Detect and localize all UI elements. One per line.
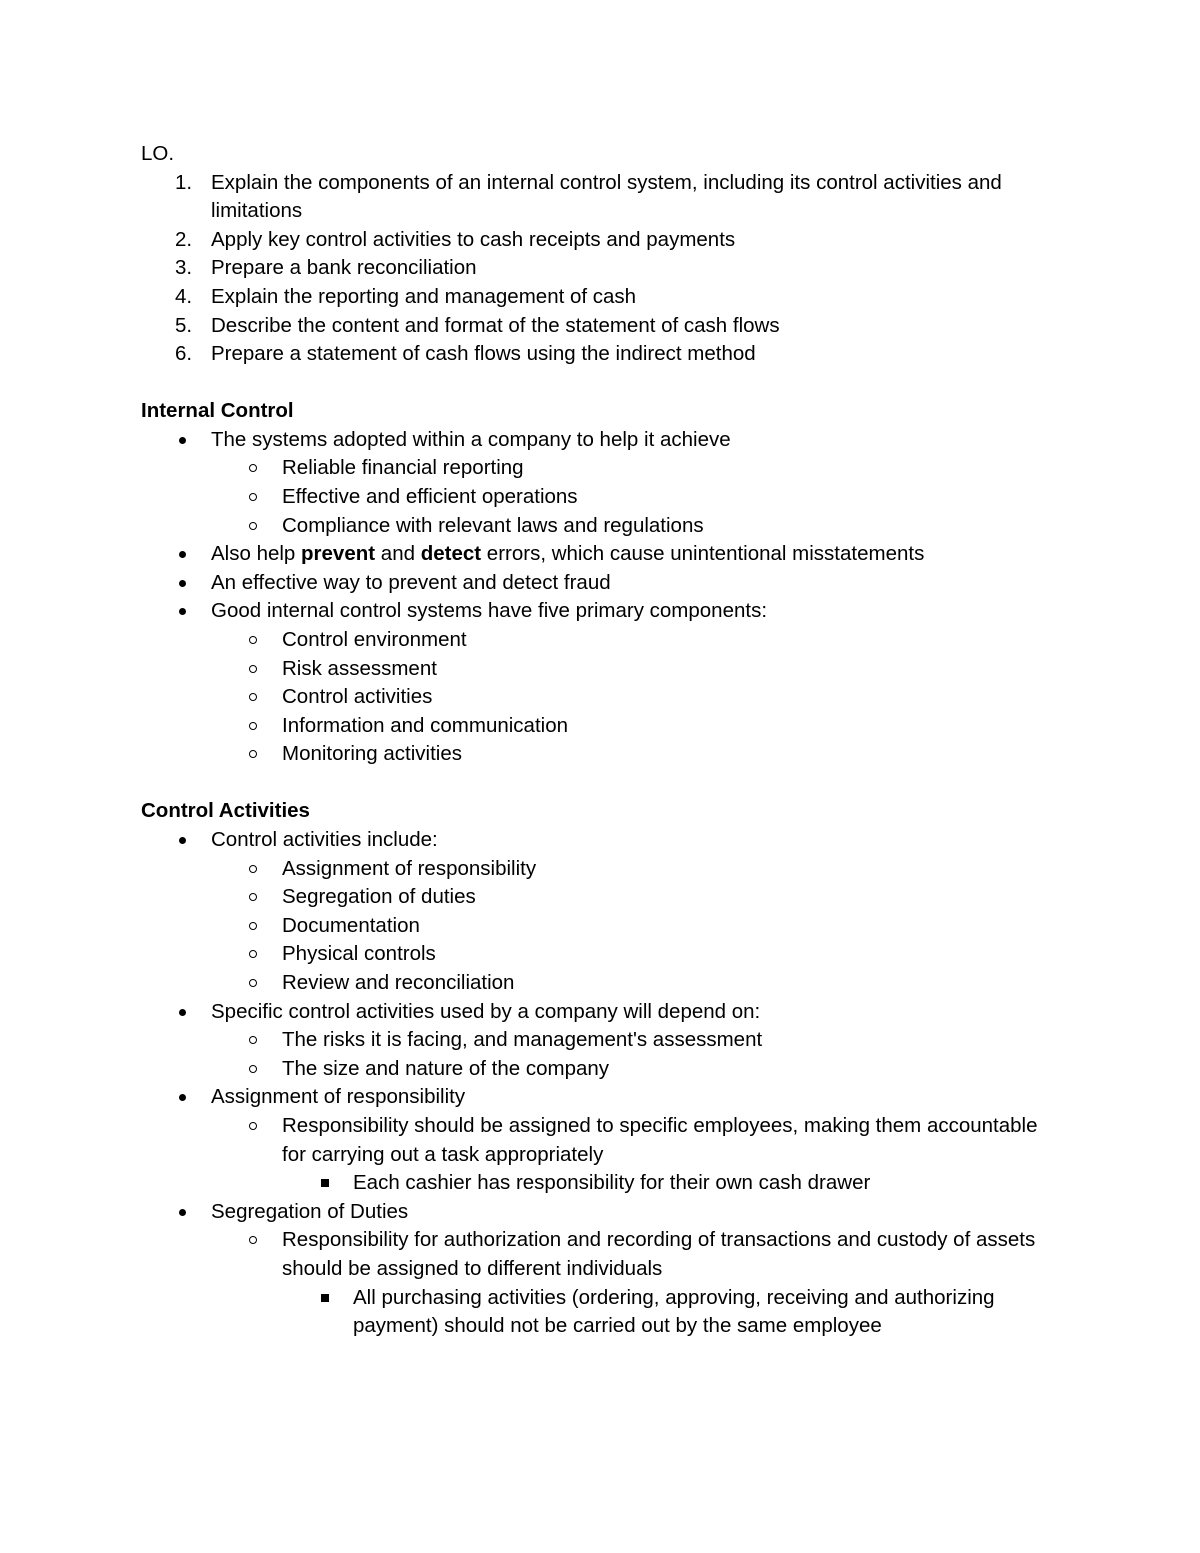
sub-sub-list-item (282, 1169, 1061, 1198)
bold-term-prevent: prevent (301, 542, 376, 566)
lo-text: Prepare a bank reconciliation (211, 256, 477, 280)
sub-list-item (211, 740, 1061, 769)
circle-bullet-icon (249, 636, 257, 644)
circle-bullet-icon (249, 464, 257, 472)
circle-bullet-icon (249, 693, 257, 701)
sub-list-item (211, 969, 1061, 998)
circle-bullet-icon (249, 665, 257, 673)
lo-number: 6. (175, 342, 193, 366)
sub-list-item (211, 940, 1061, 969)
sub-item-text: Documentation (282, 913, 420, 937)
lo-text: Describe the content and format of the statement of cash flows (211, 313, 780, 337)
list-item-text: Control activities include: (211, 828, 438, 852)
disc-bullet-icon (179, 1094, 186, 1101)
sub-item-text: Risk assessment (282, 656, 437, 680)
sub-sub-list-item (282, 1284, 1061, 1341)
circle-bullet-icon (249, 1036, 257, 1044)
lo-item (141, 283, 1061, 312)
circle-bullet-icon (249, 493, 257, 501)
circle-bullet-icon (249, 1065, 257, 1073)
circle-bullet-icon (249, 522, 257, 530)
sub-list-item (211, 683, 1061, 712)
internal-control-list (141, 426, 1061, 769)
circle-bullet-icon (249, 1122, 257, 1130)
lo-item (141, 312, 1061, 341)
sub-list-item (211, 454, 1061, 483)
sub-item-text: Responsibility should be assigned to specific employees, making them accountable for carrying out a task appropriately (282, 1114, 1038, 1166)
sub-sub-item-text: All purchasing activities (ordering, approving, receiving and authorizing payment) should not be carried out by the same employee (353, 1285, 995, 1338)
sub-item-text: The risks it is facing, and management's assessment (282, 1028, 763, 1052)
lo-number: 2. (175, 227, 193, 251)
circle-bullet-icon (249, 922, 257, 930)
lo-text: Explain the reporting and management of cash (211, 284, 637, 308)
lo-item (141, 254, 1061, 283)
sub-item-text: Effective and efficient operations (282, 485, 578, 509)
learning-objectives-list (141, 169, 1061, 369)
sub-list-item (211, 883, 1061, 912)
sub-item-text: The size and nature of the company (282, 1056, 610, 1080)
list-item (141, 569, 1061, 598)
sub-list (211, 1112, 1061, 1198)
disc-bullet-icon (179, 1009, 186, 1016)
circle-bullet-icon (249, 750, 257, 758)
lo-text: Prepare a statement of cash flows using the indirect method (211, 342, 756, 366)
spacer (141, 769, 1061, 798)
list-item-text: Segregation of Duties (211, 1199, 409, 1223)
lo-text: Explain the components of an internal control system, including its control activities and limitations (211, 170, 1002, 223)
text-segment: errors, which cause unintentional misstatements (481, 542, 925, 566)
list-item (141, 597, 1061, 769)
sub-list-item (211, 626, 1061, 655)
sub-item-text: Review and reconciliation (282, 971, 515, 995)
list-item (141, 998, 1061, 1084)
list-item-text: Specific control activities used by a company will depend on: (211, 999, 761, 1023)
sub-list-item (211, 1055, 1061, 1084)
circle-bullet-icon (249, 950, 257, 958)
sub-item-text: Information and communication (282, 713, 569, 737)
text-segment: and (375, 542, 421, 566)
list-item (141, 426, 1061, 540)
disc-bullet-icon (179, 837, 186, 844)
list-item-text: Good internal control systems have five primary components: (211, 599, 768, 623)
square-bullet-icon (321, 1294, 329, 1302)
disc-bullet-icon (179, 437, 186, 444)
square-bullet-icon (321, 1179, 329, 1187)
lo-item (141, 340, 1061, 369)
lo-title: LO. (141, 142, 175, 165)
circle-bullet-icon (249, 722, 257, 730)
control-activities-heading: Control Activities (141, 799, 310, 823)
sub-item-text: Physical controls (282, 942, 436, 966)
lo-number: 1. (175, 170, 193, 194)
sub-sub-item-text: Each cashier has responsibility for their own cash drawer (353, 1171, 871, 1195)
bold-term-detect: detect (420, 542, 482, 566)
circle-bullet-icon (249, 979, 257, 987)
sub-list-item (211, 512, 1061, 541)
lo-number: 3. (175, 256, 193, 280)
disc-bullet-icon (179, 608, 186, 615)
list-item (141, 540, 1061, 569)
internal-control-heading: Internal Control (141, 399, 294, 423)
disc-bullet-icon (179, 1209, 186, 1216)
sub-list-item (211, 1112, 1061, 1198)
sub-list (211, 626, 1061, 769)
lo-item (141, 226, 1061, 255)
sub-item-text: Control environment (282, 628, 467, 651)
circle-bullet-icon (249, 893, 257, 901)
sub-sub-list (282, 1169, 1061, 1198)
lo-number: 5. (175, 313, 193, 337)
spacer (141, 369, 1061, 398)
circle-bullet-icon (249, 865, 257, 873)
sub-list-item (211, 1026, 1061, 1055)
sub-item-text: Assignment of responsibility (282, 856, 537, 880)
sub-list-item (211, 483, 1061, 512)
list-item-text: The systems adopted within a company to help it achieve (211, 427, 731, 451)
control-activities-list (141, 826, 1061, 1341)
list-item-text: Assignment of responsibility (211, 1085, 466, 1109)
text-segment: Also help (211, 542, 302, 566)
lo-number: 4. (175, 284, 193, 308)
sub-list (211, 855, 1061, 998)
sub-item-text: Reliable financial reporting (282, 456, 524, 480)
sub-list (211, 1026, 1061, 1083)
sub-sub-list (282, 1284, 1061, 1341)
sub-list-item (211, 712, 1061, 741)
sub-list-item (211, 655, 1061, 684)
document-body (141, 140, 1061, 1341)
list-item (141, 1198, 1061, 1341)
sub-item-text: Control activities (282, 685, 433, 709)
sub-list (211, 1226, 1061, 1340)
sub-item-text: Monitoring activities (282, 742, 463, 766)
sub-item-text: Segregation of duties (282, 885, 476, 909)
list-item (141, 1083, 1061, 1197)
list-item-text: An effective way to prevent and detect fraud (211, 570, 611, 594)
disc-bullet-icon (179, 580, 186, 587)
sub-list-item (211, 912, 1061, 941)
sub-list-item (211, 855, 1061, 884)
lo-item (141, 169, 1061, 226)
disc-bullet-icon (179, 551, 186, 558)
sub-item-text: Compliance with relevant laws and regulations (282, 513, 704, 537)
lo-text: Apply key control activities to cash receipts and payments (211, 227, 736, 251)
sub-item-text: Responsibility for authorization and recording of transactions and custody of assets should be assigned to different individuals (282, 1228, 1036, 1280)
sub-list-item (211, 1226, 1061, 1340)
sub-list (211, 454, 1061, 540)
list-item (141, 826, 1061, 998)
circle-bullet-icon (249, 1236, 257, 1244)
